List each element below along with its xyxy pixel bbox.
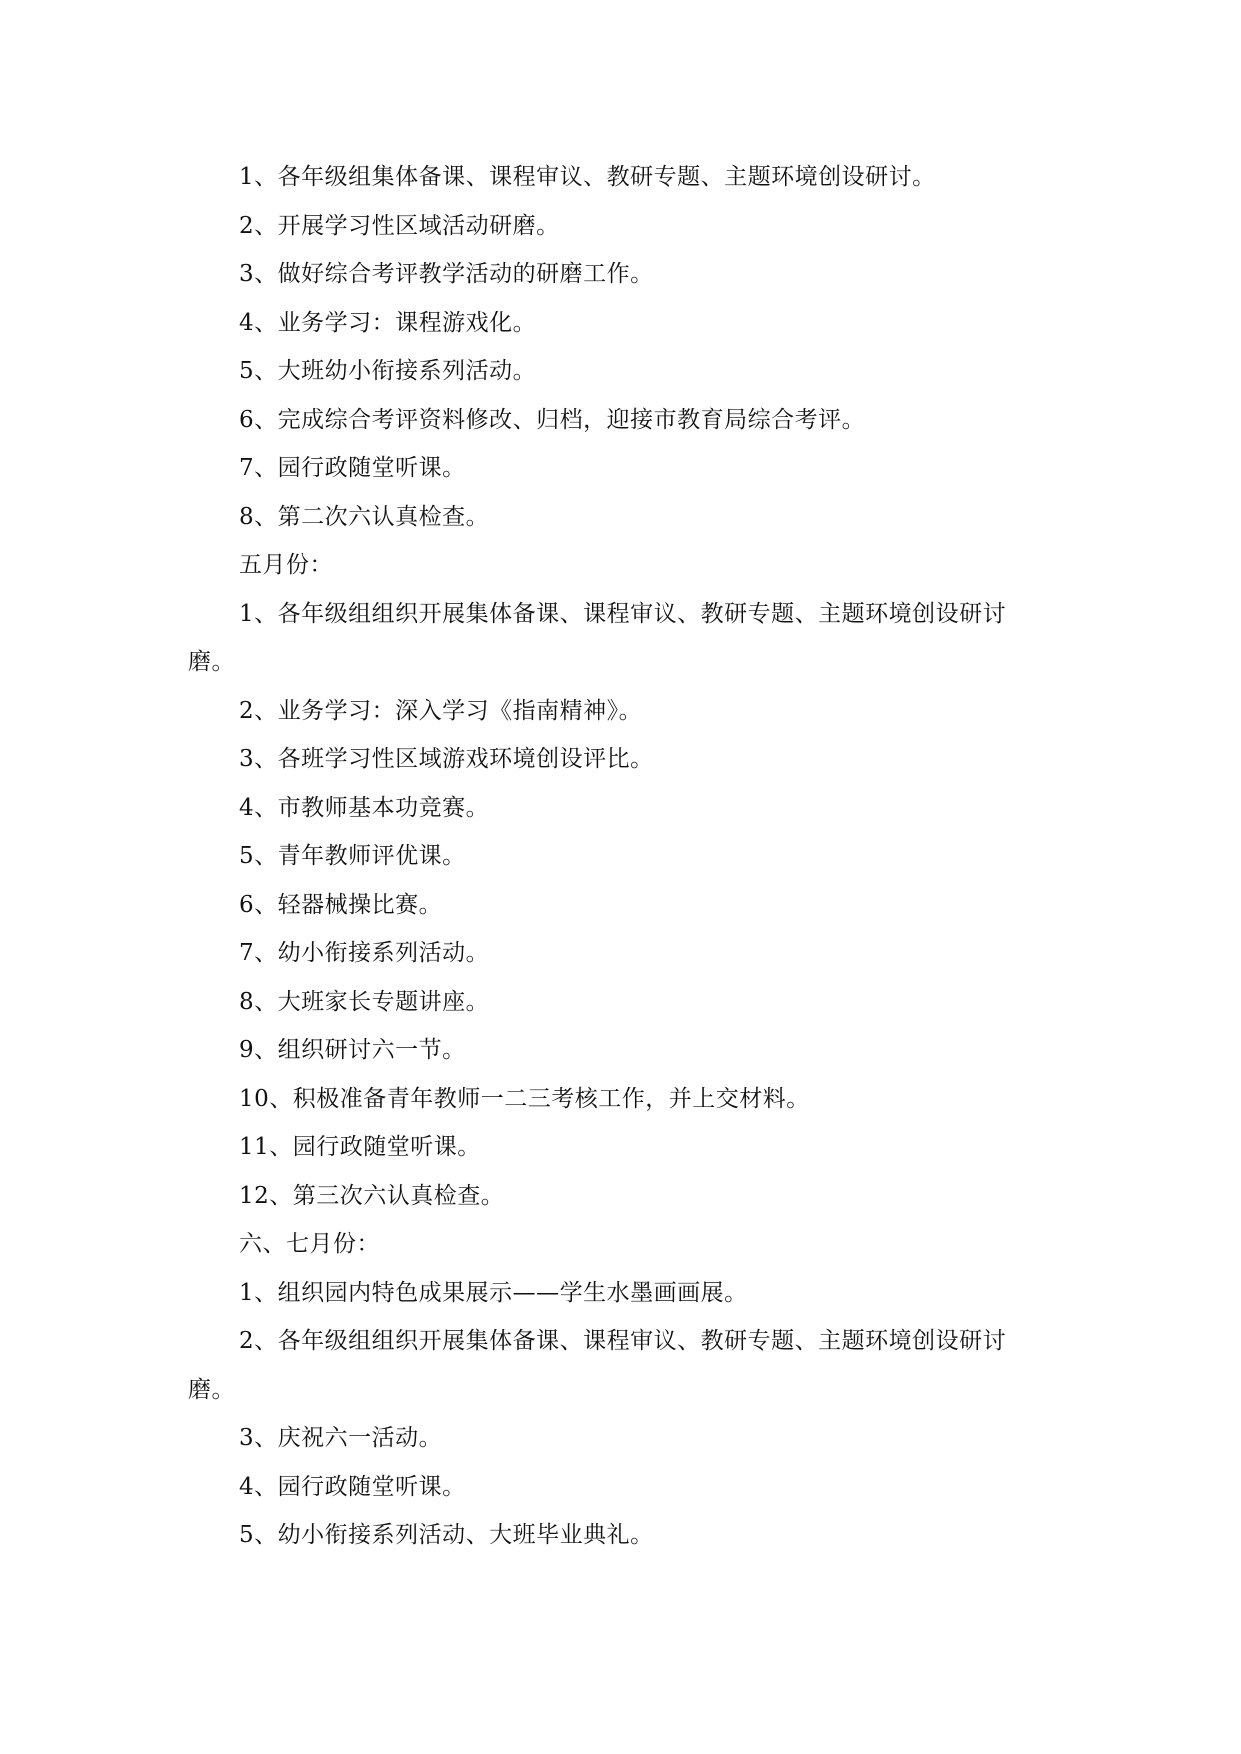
list-item-continuation: 磨。 — [188, 1376, 235, 1403]
list-item: 8、第二次六认真检查。 — [239, 503, 490, 530]
list-item: 2、各年级组组织开展集体备课、课程审议、教研专题、主题环境创设研讨 — [239, 1328, 1007, 1354]
document-body — [188, 153, 1058, 1560]
section-heading-may: 五月份： — [239, 552, 333, 578]
list-item: 3、各班学习性区域游戏环境创设评比。 — [239, 746, 654, 772]
list-item: 7、园行政随堂听课。 — [239, 455, 466, 481]
list-item: 5、大班幼小衔接系列活动。 — [239, 358, 537, 384]
list-item: 1、各年级组集体备课、课程审议、教研专题、主题环境创设研讨。 — [239, 164, 936, 190]
list-item: 4、园行政随堂听课。 — [239, 1473, 466, 1500]
list-item: 4、市教师基本功竞赛。 — [239, 794, 490, 821]
list-item: 2、开展学习性区域活动研磨。 — [239, 212, 560, 239]
list-item: 4、业务学习：课程游戏化。 — [239, 309, 537, 336]
list-item: 3、庆祝六一活动。 — [239, 1425, 443, 1451]
list-item: 3、做好综合考评教学活动的研磨工作。 — [239, 261, 654, 287]
list-item: 12、第三次六认真检查。 — [239, 1182, 505, 1209]
list-item: 5、青年教师评优课。 — [239, 843, 466, 869]
list-item: 11、园行政随堂听课。 — [239, 1134, 481, 1160]
list-item: 8、大班家长专题讲座。 — [239, 988, 490, 1015]
list-item: 6、完成综合考评资料修改、归档，迎接市教育局综合考评。 — [239, 406, 866, 433]
list-item: 1、各年级组组织开展集体备课、课程审议、教研专题、主题环境创设研讨 — [239, 600, 1007, 627]
list-item: 5、幼小衔接系列活动、大班毕业典礼。 — [239, 1522, 654, 1548]
list-item: 2、业务学习：深入学习《指南精神》。 — [239, 697, 643, 724]
list-item: 10、积极准备青年教师一二三考核工作，并上交材料。 — [239, 1085, 810, 1112]
list-item-continuation: 磨。 — [188, 649, 235, 675]
list-item: 7、幼小衔接系列活动。 — [239, 940, 490, 966]
list-item: 6、轻器械操比赛。 — [239, 891, 443, 918]
list-item: 9、组织研讨六一节。 — [239, 1037, 466, 1063]
list-item: 1、组织园内特色成果展示——学生水墨画画展。 — [239, 1279, 748, 1306]
section-heading-june-july: 六、七月份： — [239, 1231, 380, 1257]
